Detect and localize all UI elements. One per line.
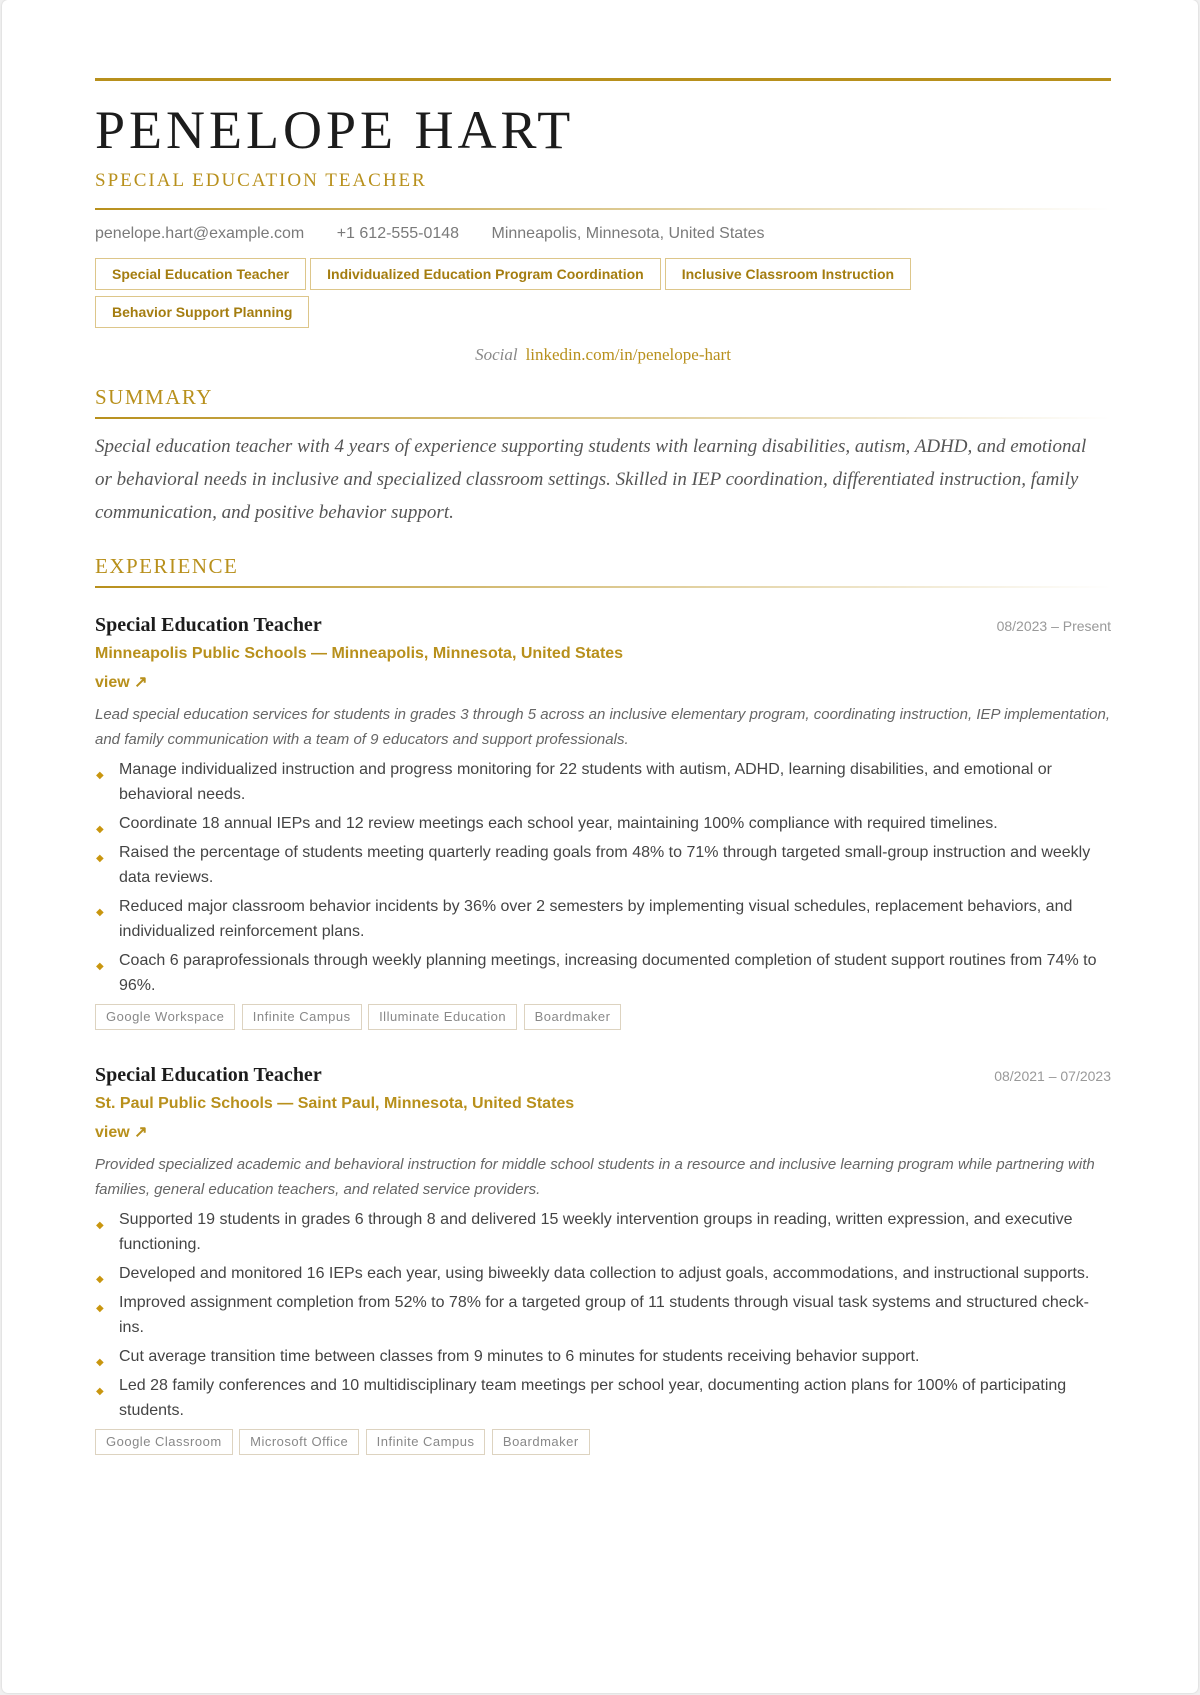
diamond-bullet-icon: ◆ bbox=[96, 1386, 104, 1397]
experience-divider bbox=[95, 586, 1111, 588]
job-title: Special Education Teacher bbox=[95, 1064, 322, 1086]
bullet-text: Developed and monitored 16 IEPs each year, using biweekly data collection to adjust goals, accommodations, and instructional supports. bbox=[119, 1265, 1090, 1282]
bullet-text: Cut average transition time between classes from 9 minutes to 6 minutes for students receiving behavior support. bbox=[119, 1348, 920, 1365]
social-label: Social bbox=[475, 345, 518, 364]
contact-location: Minneapolis, Minnesota, United States bbox=[491, 225, 765, 242]
summary-text: Special education teacher with 4 years of experience supporting students with learning disabilities, autism, ADHD, and emotional or behavioral needs in inclusive and specialized classroom settings. Skilled in IEP coordination, differentiated instruction, family communication, and positive behavior support. bbox=[95, 436, 1087, 523]
candidate-role: SPECIAL EDUCATION TEACHER bbox=[95, 170, 427, 191]
diamond-bullet-icon: ◆ bbox=[96, 1274, 104, 1285]
header-divider bbox=[95, 208, 1111, 210]
list-item bbox=[95, 948, 1111, 998]
tool-tag: Google Workspace bbox=[95, 1004, 235, 1030]
list-item bbox=[95, 1261, 1111, 1286]
list-item bbox=[95, 1290, 1111, 1340]
job-dates: 08/2023 – Present bbox=[996, 618, 1111, 634]
skill-tag: Inclusive Classroom Instruction bbox=[665, 258, 911, 290]
bullet-text: Coach 6 paraprofessionals through weekly planning meetings, increasing documented completion of student support routines from 74% to 96%. bbox=[119, 952, 1097, 994]
job-tools bbox=[95, 1004, 1111, 1030]
diamond-bullet-icon: ◆ bbox=[96, 961, 104, 972]
skill-tag: Individualized Education Program Coordination bbox=[310, 258, 661, 290]
job-view-link[interactable]: view ↗ bbox=[95, 674, 148, 691]
job-dates: 08/2021 – 07/2023 bbox=[994, 1068, 1111, 1084]
social-line bbox=[95, 345, 1111, 365]
list-item bbox=[95, 1207, 1111, 1257]
tool-tag: Boardmaker bbox=[492, 1429, 590, 1455]
job-description: Lead special education services for students in grades 3 through 5 across an inclusive elementary program, coordinating instruction, IEP implementation, and family communication with a team of 9 educators and support professionals. bbox=[95, 706, 1110, 748]
job-organization: Minneapolis Public Schools — Minneapolis, Minnesota, United States bbox=[95, 645, 624, 662]
bullet-text: Improved assignment completion from 52% to 78% for a targeted group of 11 students through visual task systems and structured check-ins. bbox=[119, 1294, 1089, 1336]
list-item bbox=[95, 894, 1111, 944]
list-item bbox=[95, 840, 1111, 890]
list-item bbox=[95, 811, 1111, 836]
tool-tag: Microsoft Office bbox=[239, 1429, 359, 1455]
bullet-text: Manage individualized instruction and progress monitoring for 22 students with autism, ADHD, learning disabilities, and emotional or behavioral needs. bbox=[119, 761, 1052, 803]
diamond-bullet-icon: ◆ bbox=[96, 770, 104, 781]
diamond-bullet-icon: ◆ bbox=[96, 1303, 104, 1314]
diamond-bullet-icon: ◆ bbox=[96, 1220, 104, 1231]
tool-tag: Boardmaker bbox=[524, 1004, 622, 1030]
summary-divider bbox=[95, 417, 1111, 419]
job-view-link[interactable]: view ↗ bbox=[95, 1124, 148, 1141]
job-description: Provided specialized academic and behavioral instruction for middle school students in a resource and inclusive learning program while partnering with families, general education teachers, and related service providers. bbox=[95, 1156, 1095, 1198]
list-item bbox=[95, 757, 1111, 807]
skill-tag: Special Education Teacher bbox=[95, 258, 306, 290]
job-title: Special Education Teacher bbox=[95, 614, 322, 636]
summary-heading: SUMMARY bbox=[95, 385, 213, 409]
skill-tag: Behavior Support Planning bbox=[95, 296, 309, 328]
tool-tag: Infinite Campus bbox=[366, 1429, 486, 1455]
bullet-text: Coordinate 18 annual IEPs and 12 review meetings each school year, maintaining 100% compliance with required timelines. bbox=[119, 815, 998, 832]
contact-email[interactable]: penelope.hart@example.com bbox=[95, 225, 305, 242]
job-bullets bbox=[95, 757, 1111, 998]
tool-tag: Illuminate Education bbox=[368, 1004, 517, 1030]
contact-phone[interactable]: +1 612-555-0148 bbox=[336, 225, 460, 242]
diamond-bullet-icon: ◆ bbox=[96, 907, 104, 918]
top-accent-rule bbox=[95, 78, 1111, 81]
bullet-text: Led 28 family conferences and 10 multidisciplinary team meetings per school year, documenting action plans for 100% of participating students. bbox=[119, 1377, 1067, 1419]
list-item bbox=[95, 1373, 1111, 1423]
diamond-bullet-icon: ◆ bbox=[96, 824, 104, 835]
list-item bbox=[95, 1344, 1111, 1369]
social-link[interactable]: linkedin.com/in/penelope-hart bbox=[525, 345, 731, 364]
contact-line bbox=[95, 225, 793, 243]
experience-heading: EXPERIENCE bbox=[95, 554, 239, 578]
tool-tag: Infinite Campus bbox=[242, 1004, 362, 1030]
skill-tags bbox=[95, 258, 1111, 334]
bullet-text: Supported 19 students in grades 6 through 8 and delivered 15 weekly intervention groups in reading, written expression, and executive functioning. bbox=[119, 1211, 1073, 1253]
job-organization: St. Paul Public Schools — Saint Paul, Minnesota, United States bbox=[95, 1095, 575, 1112]
job-entry bbox=[95, 614, 1111, 1030]
job-entry bbox=[95, 1064, 1111, 1455]
diamond-bullet-icon: ◆ bbox=[96, 1357, 104, 1368]
resume-page bbox=[2, 0, 1198, 1693]
tool-tag: Google Classroom bbox=[95, 1429, 233, 1455]
diamond-bullet-icon: ◆ bbox=[96, 853, 104, 864]
job-bullets bbox=[95, 1207, 1111, 1423]
job-tools bbox=[95, 1429, 1111, 1455]
candidate-name: PENELOPE HART bbox=[95, 100, 575, 160]
bullet-text: Reduced major classroom behavior incidents by 36% over 2 semesters by implementing visual schedules, replacement behaviors, and individualized reinforcement plans. bbox=[119, 898, 1073, 940]
bullet-text: Raised the percentage of students meeting quarterly reading goals from 48% to 71% through targeted small-group instruction and weekly data reviews. bbox=[119, 844, 1091, 886]
